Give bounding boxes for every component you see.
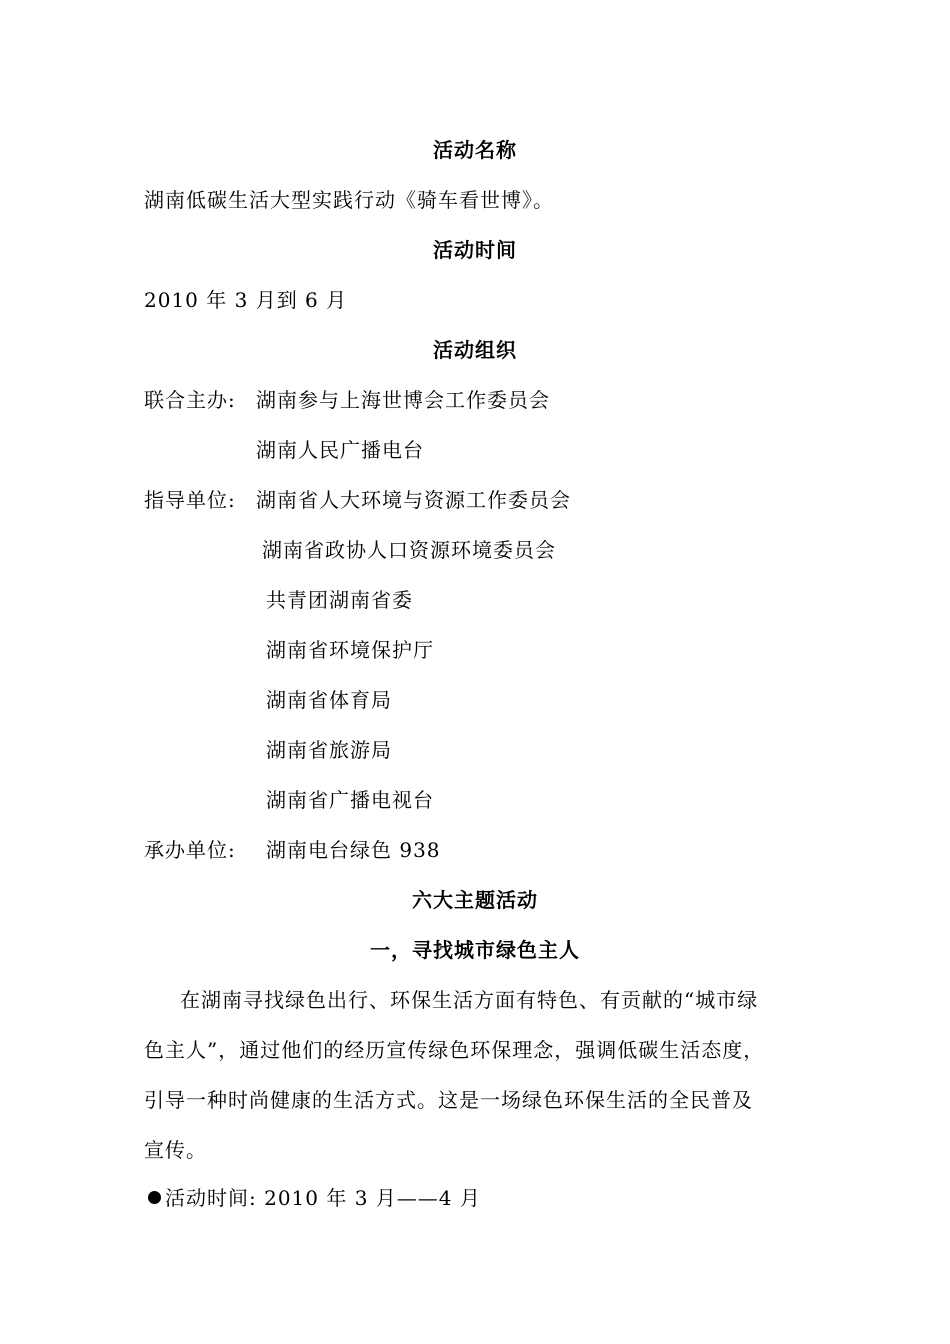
- organizer-value: 湖南电台绿色 938: [266, 838, 441, 862]
- guide-item: 湖南省环境保护厅: [266, 638, 434, 662]
- activity-time-heading: 活动时间: [433, 238, 517, 262]
- bullet-icon: [148, 1191, 161, 1204]
- activity-time-text: 2010 年 3 月到 6 月: [144, 288, 348, 312]
- activity-name-text: 湖南低碳生活大型实践行动《骑车看世博》。: [144, 188, 554, 212]
- guide-item: 共青团湖南省委: [266, 588, 413, 612]
- guide-item: 湖南省体育局: [266, 688, 392, 712]
- paragraph-line: 色主人”，通过他们的经历宣传绿色环保理念，强调低碳生活态度，: [144, 1038, 765, 1062]
- paragraph-line: 引导一种时尚健康的生活方式。这是一场绿色环保生活的全民普及: [144, 1088, 753, 1112]
- guide-label: 指导单位:: [144, 488, 236, 512]
- themes-heading: 六大主题活动: [412, 888, 538, 912]
- activity-name-heading: 活动名称: [433, 138, 517, 162]
- organizer-label: 承办单位:: [144, 838, 236, 862]
- co-host-item: 湖南参与上海世博会工作委员会: [256, 388, 550, 412]
- guide-item: 湖南省人大环境与资源工作委员会: [256, 488, 571, 512]
- theme-one-heading: 一，寻找城市绿色主人: [370, 938, 580, 962]
- paragraph-line: 宣传。: [144, 1138, 207, 1162]
- bullet-item: [148, 1184, 481, 1212]
- co-host-item: 湖南人民广播电台: [256, 438, 424, 462]
- paragraph-line: 在湖南寻找绿色出行、环保生活方面有特色、有贡献的“城市绿: [180, 988, 759, 1012]
- guide-item: 湖南省广播电视台: [266, 788, 434, 812]
- co-host-label: 联合主办:: [144, 388, 236, 412]
- bullet-text: 活动时间: 2010 年 3 月——4 月: [165, 1186, 481, 1210]
- guide-item: 湖南省旅游局: [266, 738, 392, 762]
- guide-item: 湖南省政协人口资源环境委员会: [262, 538, 556, 562]
- activity-org-heading: 活动组织: [433, 338, 517, 362]
